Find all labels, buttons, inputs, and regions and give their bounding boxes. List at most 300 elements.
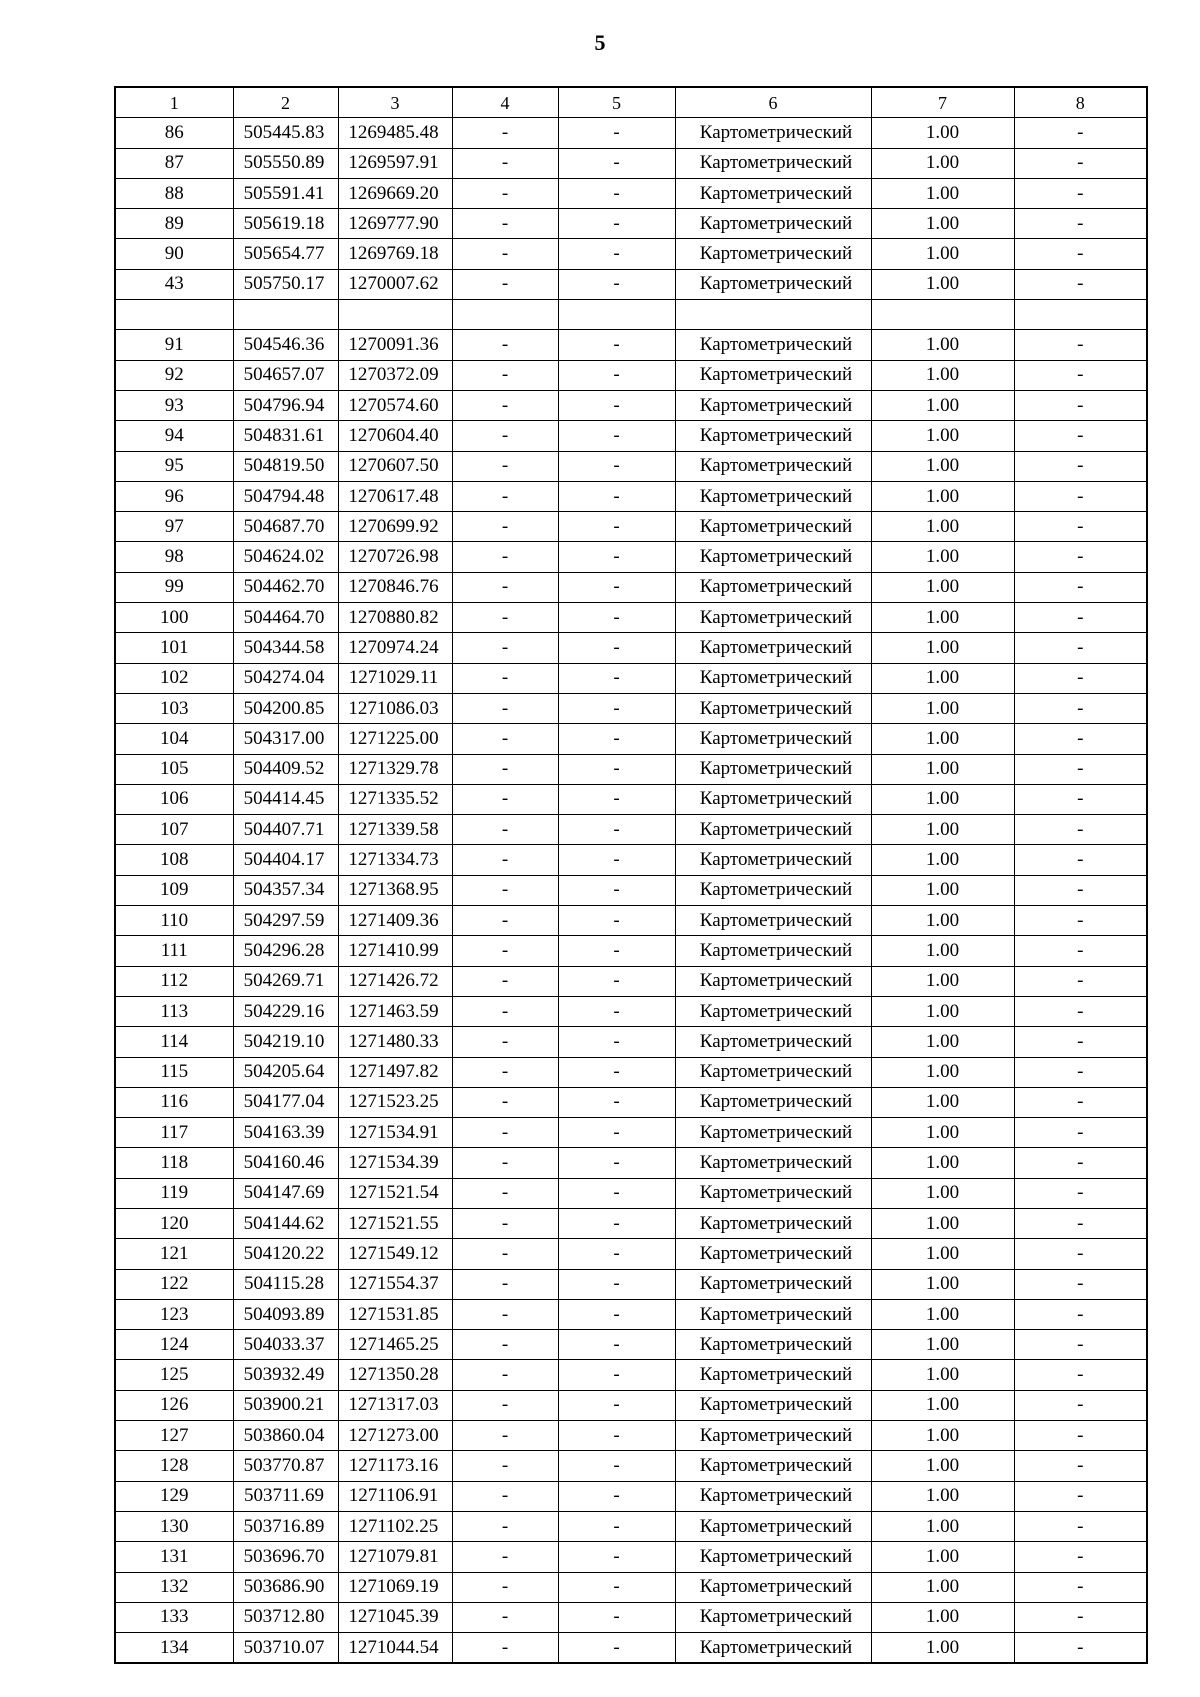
table-cell: 1271173.16 bbox=[338, 1451, 452, 1481]
table-cell: - bbox=[558, 1633, 675, 1664]
table-row bbox=[115, 996, 1147, 1026]
table-cell: - bbox=[558, 481, 675, 511]
table-cell: 103 bbox=[115, 693, 233, 723]
table-row bbox=[115, 845, 1147, 875]
table-cell: - bbox=[452, 390, 558, 420]
table-cell: 1270372.09 bbox=[338, 360, 452, 390]
table-row bbox=[115, 966, 1147, 996]
table-cell: - bbox=[558, 1451, 675, 1481]
table-cell: - bbox=[558, 724, 675, 754]
table-cell: 505550.89 bbox=[233, 148, 338, 178]
table-cell: 504177.04 bbox=[233, 1087, 338, 1117]
table-cell: 504407.71 bbox=[233, 815, 338, 845]
table-cell: Картометрический bbox=[675, 1057, 871, 1087]
table-cell: 131 bbox=[115, 1542, 233, 1572]
table-cell bbox=[115, 300, 233, 330]
table-cell: Картометрический bbox=[675, 1451, 871, 1481]
table-cell: Картометрический bbox=[675, 1330, 871, 1360]
table-cell: 123 bbox=[115, 1299, 233, 1329]
table-cell: 1271409.36 bbox=[338, 906, 452, 936]
table-cell: 1.00 bbox=[871, 512, 1014, 542]
table-cell: 504144.62 bbox=[233, 1208, 338, 1238]
table-row bbox=[115, 269, 1147, 299]
table-cell: 1271463.59 bbox=[338, 996, 452, 1026]
table-cell: - bbox=[452, 875, 558, 905]
table-cell: 1271086.03 bbox=[338, 693, 452, 723]
table-cell: - bbox=[452, 663, 558, 693]
table-cell: - bbox=[452, 1299, 558, 1329]
table-cell: - bbox=[558, 1542, 675, 1572]
table-cell: Картометрический bbox=[675, 633, 871, 663]
column-header: 2 bbox=[233, 87, 338, 118]
table-cell: Картометрический bbox=[675, 875, 871, 905]
table-cell: 122 bbox=[115, 1269, 233, 1299]
column-header: 5 bbox=[558, 87, 675, 118]
table-row bbox=[115, 1390, 1147, 1420]
table-cell: 114 bbox=[115, 1027, 233, 1057]
table-cell: Картометрический bbox=[675, 1360, 871, 1390]
table-cell: 110 bbox=[115, 906, 233, 936]
table-cell: Картометрический bbox=[675, 966, 871, 996]
table-cell: Картометрический bbox=[675, 1390, 871, 1420]
table-cell: - bbox=[452, 1572, 558, 1602]
table-cell: - bbox=[1014, 390, 1147, 420]
table-cell: 1.00 bbox=[871, 724, 1014, 754]
table-cell: - bbox=[452, 1602, 558, 1632]
table-cell: - bbox=[452, 118, 558, 148]
table-cell: - bbox=[1014, 1178, 1147, 1208]
table-cell: 125 bbox=[115, 1360, 233, 1390]
table-cell: 504794.48 bbox=[233, 481, 338, 511]
table-cell: 1270604.40 bbox=[338, 421, 452, 451]
table-row bbox=[115, 724, 1147, 754]
table-cell: 133 bbox=[115, 1602, 233, 1632]
table-cell: Картометрический bbox=[675, 663, 871, 693]
table-row bbox=[115, 784, 1147, 814]
table-cell: - bbox=[558, 209, 675, 239]
page-number: 5 bbox=[594, 30, 606, 55]
table-cell: - bbox=[1014, 1542, 1147, 1572]
table-cell: Картометрический bbox=[675, 542, 871, 572]
table-cell: 1.00 bbox=[871, 421, 1014, 451]
table-cell: 101 bbox=[115, 633, 233, 663]
table-cell: 120 bbox=[115, 1208, 233, 1238]
table-cell: 503770.87 bbox=[233, 1451, 338, 1481]
table-cell: - bbox=[1014, 815, 1147, 845]
table-cell: 504831.61 bbox=[233, 421, 338, 451]
table-row bbox=[115, 1208, 1147, 1238]
table-cell: - bbox=[558, 754, 675, 784]
table-cell: 121 bbox=[115, 1239, 233, 1269]
table-cell: 1270617.48 bbox=[338, 481, 452, 511]
table-cell: - bbox=[558, 845, 675, 875]
table-cell: - bbox=[558, 875, 675, 905]
table-cell: 504200.85 bbox=[233, 693, 338, 723]
table-cell: Картометрический bbox=[675, 209, 871, 239]
column-header: 3 bbox=[338, 87, 452, 118]
table-cell: - bbox=[558, 239, 675, 269]
table-cell: 503712.80 bbox=[233, 1602, 338, 1632]
table-body bbox=[115, 87, 1147, 1663]
table-cell: - bbox=[558, 1087, 675, 1117]
table-cell: - bbox=[558, 542, 675, 572]
table-row bbox=[115, 118, 1147, 148]
table-cell: - bbox=[558, 148, 675, 178]
table-cell: - bbox=[1014, 118, 1147, 148]
table-cell: 504462.70 bbox=[233, 572, 338, 602]
table-cell: 504404.17 bbox=[233, 845, 338, 875]
table-cell: Картометрический bbox=[675, 1027, 871, 1057]
table-cell: 1270607.50 bbox=[338, 451, 452, 481]
table-row bbox=[115, 1057, 1147, 1087]
table-cell: 1.00 bbox=[871, 1208, 1014, 1238]
table-cell: - bbox=[1014, 209, 1147, 239]
table-cell: - bbox=[452, 966, 558, 996]
table-cell: - bbox=[1014, 633, 1147, 663]
table-cell: - bbox=[452, 542, 558, 572]
table-cell: Картометрический bbox=[675, 1299, 871, 1329]
table-cell: 504317.00 bbox=[233, 724, 338, 754]
table-cell: - bbox=[558, 996, 675, 1026]
table-cell: 1.00 bbox=[871, 1360, 1014, 1390]
table-cell: - bbox=[1014, 784, 1147, 814]
table-cell: Картометрический bbox=[675, 1572, 871, 1602]
column-header: 4 bbox=[452, 87, 558, 118]
table-cell: - bbox=[558, 936, 675, 966]
table-cell: Картометрический bbox=[675, 330, 871, 360]
table-cell: 1.00 bbox=[871, 572, 1014, 602]
table-cell: 1.00 bbox=[871, 1421, 1014, 1451]
table-cell: - bbox=[558, 1511, 675, 1541]
table-cell: 1.00 bbox=[871, 1178, 1014, 1208]
table-cell: 1.00 bbox=[871, 269, 1014, 299]
table-cell: 503716.89 bbox=[233, 1511, 338, 1541]
table-cell: 128 bbox=[115, 1451, 233, 1481]
table-cell: 1271521.54 bbox=[338, 1178, 452, 1208]
table-cell: 127 bbox=[115, 1421, 233, 1451]
table-cell: - bbox=[452, 693, 558, 723]
table-cell: Картометрический bbox=[675, 512, 871, 542]
table-cell: 504163.39 bbox=[233, 1118, 338, 1148]
table-cell: - bbox=[558, 1421, 675, 1451]
table-cell: - bbox=[558, 663, 675, 693]
table-cell: 503710.07 bbox=[233, 1633, 338, 1664]
table-cell: 1269669.20 bbox=[338, 178, 452, 208]
table-cell: - bbox=[1014, 239, 1147, 269]
table-cell: 505619.18 bbox=[233, 209, 338, 239]
table-cell: 100 bbox=[115, 603, 233, 633]
table-cell: 505445.83 bbox=[233, 118, 338, 148]
table-cell: 1270574.60 bbox=[338, 390, 452, 420]
table-cell: 105 bbox=[115, 754, 233, 784]
column-header: 6 bbox=[675, 87, 871, 118]
table-cell: - bbox=[452, 1390, 558, 1420]
table-cell: 1271426.72 bbox=[338, 966, 452, 996]
table-cell: - bbox=[558, 815, 675, 845]
table-cell: 1.00 bbox=[871, 1148, 1014, 1178]
table-cell: - bbox=[452, 1057, 558, 1087]
table-cell: 1271045.39 bbox=[338, 1602, 452, 1632]
table-cell: - bbox=[558, 178, 675, 208]
table-row bbox=[115, 1511, 1147, 1541]
table-cell: Картометрический bbox=[675, 421, 871, 451]
table-row bbox=[115, 178, 1147, 208]
table-cell: 504687.70 bbox=[233, 512, 338, 542]
table-cell: 504344.58 bbox=[233, 633, 338, 663]
table-cell: - bbox=[452, 572, 558, 602]
table-cell: 94 bbox=[115, 421, 233, 451]
table-cell: 1.00 bbox=[871, 1118, 1014, 1148]
table-cell: 1271534.39 bbox=[338, 1148, 452, 1178]
table-cell: 504219.10 bbox=[233, 1027, 338, 1057]
table-cell: 104 bbox=[115, 724, 233, 754]
table-cell: - bbox=[452, 1239, 558, 1269]
table-cell: Картометрический bbox=[675, 784, 871, 814]
table-cell: 504147.69 bbox=[233, 1178, 338, 1208]
table-cell: 1271102.25 bbox=[338, 1511, 452, 1541]
table-cell: 505591.41 bbox=[233, 178, 338, 208]
table-cell: 1.00 bbox=[871, 936, 1014, 966]
table-cell: - bbox=[452, 1269, 558, 1299]
table-cell: 115 bbox=[115, 1057, 233, 1087]
table-cell: 1271335.52 bbox=[338, 784, 452, 814]
table-cell: 129 bbox=[115, 1481, 233, 1511]
table-cell: - bbox=[452, 1542, 558, 1572]
table-cell: 96 bbox=[115, 481, 233, 511]
table-cell: - bbox=[452, 724, 558, 754]
table-cell: 503860.04 bbox=[233, 1421, 338, 1451]
table-cell: 90 bbox=[115, 239, 233, 269]
table-cell: - bbox=[452, 633, 558, 663]
table-cell: 1271334.73 bbox=[338, 845, 452, 875]
table-cell: 1.00 bbox=[871, 451, 1014, 481]
table-cell: 1271549.12 bbox=[338, 1239, 452, 1269]
table-cell: 1271521.55 bbox=[338, 1208, 452, 1238]
table-cell: - bbox=[452, 1330, 558, 1360]
table-cell: 108 bbox=[115, 845, 233, 875]
table-cell: - bbox=[452, 815, 558, 845]
table-cell: Картометрический bbox=[675, 1481, 871, 1511]
table-cell: 1.00 bbox=[871, 633, 1014, 663]
table-cell: Картометрический bbox=[675, 390, 871, 420]
table-cell: 504297.59 bbox=[233, 906, 338, 936]
table-cell bbox=[675, 300, 871, 330]
table-cell: - bbox=[1014, 936, 1147, 966]
table-row bbox=[115, 390, 1147, 420]
table-cell: 504414.45 bbox=[233, 784, 338, 814]
table-cell: - bbox=[1014, 1299, 1147, 1329]
table-cell bbox=[1014, 300, 1147, 330]
table-cell: 504464.70 bbox=[233, 603, 338, 633]
table-cell: 1271350.28 bbox=[338, 1360, 452, 1390]
table-cell: 1270091.36 bbox=[338, 330, 452, 360]
table-cell: - bbox=[1014, 542, 1147, 572]
table-cell: 1.00 bbox=[871, 1087, 1014, 1117]
table-cell: 91 bbox=[115, 330, 233, 360]
table-cell: 1269597.91 bbox=[338, 148, 452, 178]
table-cell: - bbox=[1014, 966, 1147, 996]
table-cell: 505750.17 bbox=[233, 269, 338, 299]
table-cell: 1271531.85 bbox=[338, 1299, 452, 1329]
table-cell: - bbox=[452, 936, 558, 966]
table-cell: - bbox=[452, 330, 558, 360]
table-cell: - bbox=[452, 209, 558, 239]
table-cell: 1.00 bbox=[871, 754, 1014, 784]
table-cell: - bbox=[452, 996, 558, 1026]
table-row bbox=[115, 1330, 1147, 1360]
table-cell: - bbox=[1014, 572, 1147, 602]
table-cell: - bbox=[452, 512, 558, 542]
table-cell: 1271106.91 bbox=[338, 1481, 452, 1511]
table-cell: - bbox=[452, 239, 558, 269]
table-cell: 504093.89 bbox=[233, 1299, 338, 1329]
table-cell: 1.00 bbox=[871, 148, 1014, 178]
table-cell: - bbox=[1014, 330, 1147, 360]
table-cell: 99 bbox=[115, 572, 233, 602]
table-cell: 119 bbox=[115, 1178, 233, 1208]
table-cell: 504657.07 bbox=[233, 360, 338, 390]
table-cell: - bbox=[1014, 724, 1147, 754]
table-cell: 505654.77 bbox=[233, 239, 338, 269]
table-cell: - bbox=[558, 269, 675, 299]
table-cell: - bbox=[1014, 693, 1147, 723]
table-cell bbox=[233, 300, 338, 330]
table-cell: - bbox=[1014, 1572, 1147, 1602]
table-cell: - bbox=[558, 1572, 675, 1602]
table-cell: 1269777.90 bbox=[338, 209, 452, 239]
table-row bbox=[115, 936, 1147, 966]
table-cell: 504274.04 bbox=[233, 663, 338, 693]
table-cell: 113 bbox=[115, 996, 233, 1026]
table-row bbox=[115, 603, 1147, 633]
table-cell: Картометрический bbox=[675, 572, 871, 602]
table-row bbox=[115, 1299, 1147, 1329]
table-row bbox=[115, 633, 1147, 663]
table-cell: - bbox=[452, 1481, 558, 1511]
table-cell: 1271368.95 bbox=[338, 875, 452, 905]
table-cell: 126 bbox=[115, 1390, 233, 1420]
table-row bbox=[115, 1572, 1147, 1602]
table-cell: 1271480.33 bbox=[338, 1027, 452, 1057]
table-cell: - bbox=[1014, 754, 1147, 784]
table-cell: 1.00 bbox=[871, 1239, 1014, 1269]
table-row bbox=[115, 1148, 1147, 1178]
table-row bbox=[115, 1451, 1147, 1481]
table-cell: - bbox=[452, 1208, 558, 1238]
table-cell: Картометрический bbox=[675, 1421, 871, 1451]
table-cell: 1270699.92 bbox=[338, 512, 452, 542]
table-cell: Картометрический bbox=[675, 178, 871, 208]
table-cell: Картометрический bbox=[675, 1633, 871, 1664]
table-cell: 1271465.25 bbox=[338, 1330, 452, 1360]
table-cell: 1.00 bbox=[871, 1269, 1014, 1299]
table-cell: Картометрический bbox=[675, 996, 871, 1026]
table-cell: 111 bbox=[115, 936, 233, 966]
table-cell: 1271273.00 bbox=[338, 1421, 452, 1451]
table-cell: 1.00 bbox=[871, 1542, 1014, 1572]
table-cell: - bbox=[558, 512, 675, 542]
table-cell bbox=[558, 300, 675, 330]
table-cell: 1271317.03 bbox=[338, 1390, 452, 1420]
table-row bbox=[115, 1633, 1147, 1664]
table-cell: 1270974.24 bbox=[338, 633, 452, 663]
table-cell: - bbox=[558, 1239, 675, 1269]
table-cell: 504229.16 bbox=[233, 996, 338, 1026]
table-cell: - bbox=[558, 451, 675, 481]
table-cell: 504205.64 bbox=[233, 1057, 338, 1087]
table-row bbox=[115, 1360, 1147, 1390]
table-cell: - bbox=[558, 1208, 675, 1238]
table-cell: - bbox=[1014, 481, 1147, 511]
table-cell: - bbox=[558, 906, 675, 936]
table-cell: - bbox=[1014, 512, 1147, 542]
table-cell: 1271069.19 bbox=[338, 1572, 452, 1602]
table-cell: 1.00 bbox=[871, 875, 1014, 905]
table-cell: - bbox=[452, 754, 558, 784]
table-cell: 106 bbox=[115, 784, 233, 814]
table-row bbox=[115, 421, 1147, 451]
table-cell: 1.00 bbox=[871, 1511, 1014, 1541]
table-row bbox=[115, 1269, 1147, 1299]
table-row bbox=[115, 239, 1147, 269]
table-cell: Картометрический bbox=[675, 269, 871, 299]
table-cell: - bbox=[452, 1087, 558, 1117]
table-cell bbox=[338, 300, 452, 330]
table-cell: 504624.02 bbox=[233, 542, 338, 572]
table-cell: 1271534.91 bbox=[338, 1118, 452, 1148]
table-cell: 1271410.99 bbox=[338, 936, 452, 966]
table-cell: 1.00 bbox=[871, 1299, 1014, 1329]
table-cell: - bbox=[1014, 178, 1147, 208]
table-row bbox=[115, 451, 1147, 481]
table-cell: - bbox=[1014, 1148, 1147, 1178]
table-cell: Картометрический bbox=[675, 1208, 871, 1238]
table-cell: - bbox=[1014, 1027, 1147, 1057]
table-cell: - bbox=[1014, 451, 1147, 481]
table-cell: 1270007.62 bbox=[338, 269, 452, 299]
table-cell: 98 bbox=[115, 542, 233, 572]
table-row bbox=[115, 360, 1147, 390]
table-cell: 504033.37 bbox=[233, 1330, 338, 1360]
table-cell: Картометрический bbox=[675, 1087, 871, 1117]
header-row bbox=[115, 87, 1147, 118]
table-row bbox=[115, 1542, 1147, 1572]
table-cell: 116 bbox=[115, 1087, 233, 1117]
table-cell: Картометрический bbox=[675, 360, 871, 390]
table-cell: - bbox=[558, 1481, 675, 1511]
table-cell: Картометрический bbox=[675, 148, 871, 178]
table-cell: 1271339.58 bbox=[338, 815, 452, 845]
table-cell: 504115.28 bbox=[233, 1269, 338, 1299]
table-cell: - bbox=[558, 1602, 675, 1632]
table-cell: - bbox=[558, 1027, 675, 1057]
table-cell: 1.00 bbox=[871, 1481, 1014, 1511]
table-cell: Картометрический bbox=[675, 1269, 871, 1299]
table-cell: - bbox=[1014, 1360, 1147, 1390]
table-cell: - bbox=[452, 784, 558, 814]
table-cell: - bbox=[452, 1118, 558, 1148]
table-cell: 504546.36 bbox=[233, 330, 338, 360]
table-row bbox=[115, 330, 1147, 360]
table-cell: - bbox=[1014, 1633, 1147, 1664]
table-cell: 86 bbox=[115, 118, 233, 148]
table-cell: - bbox=[452, 1148, 558, 1178]
table-cell: - bbox=[452, 178, 558, 208]
table-cell: - bbox=[558, 1057, 675, 1087]
table-row bbox=[115, 693, 1147, 723]
table-cell: Картометрический bbox=[675, 1178, 871, 1208]
table-row bbox=[115, 1087, 1147, 1117]
